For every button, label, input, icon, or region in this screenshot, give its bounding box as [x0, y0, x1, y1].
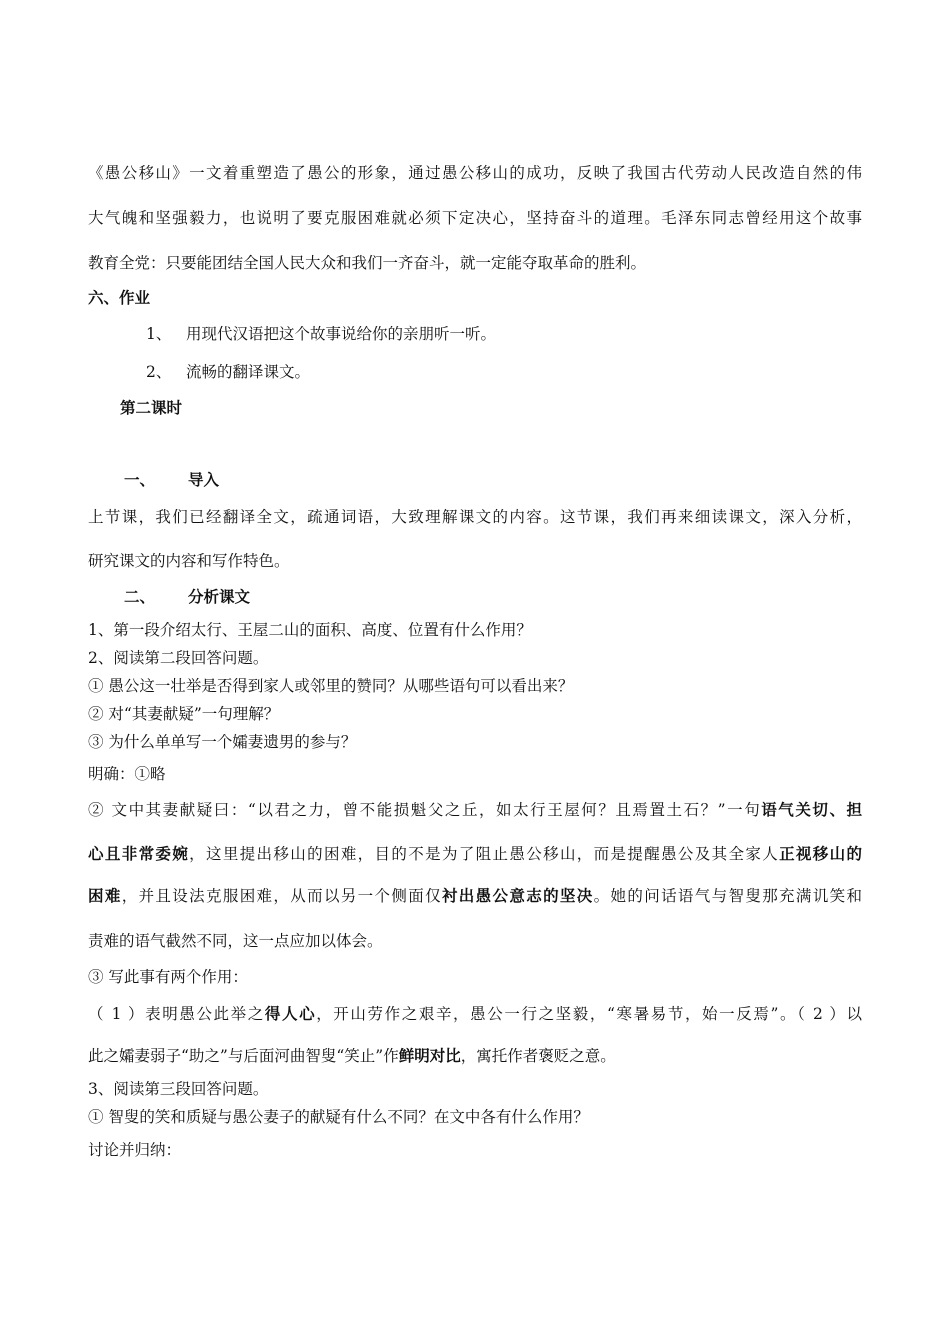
question-2: 2、阅读第二段回答问题。 [88, 649, 269, 667]
answer-3-line-1 [88, 1004, 862, 1024]
answer-3-emphasis: 鲜明对比 [398, 1047, 461, 1065]
answer-3-text: 此之孀妻弱子“助之”与后面河曲智叟“笑止”作 [88, 1047, 399, 1065]
answer-2-text: ② 文中其妻献疑曰：“以君之力，曾不能损魁父之丘，如太行王屋何？且焉置土石？”一句 [88, 801, 762, 819]
question-2a: ① 愚公这一壮举是否得到家人或邻里的赞同？从哪些语句可以看出来？ [88, 677, 574, 695]
intro-heading [124, 470, 219, 490]
homework-item-1 [146, 324, 496, 344]
lesson2-title: 第二课时 [120, 399, 183, 417]
question-3a: ① 智叟的笑和质疑与愚公妻子的献疑有什么不同？在文中各有什么作用？ [88, 1108, 589, 1126]
analysis-title: 分析课文 [188, 588, 251, 606]
answer-2-text: 。她的问话语气与智叟那充满讥笑和 [593, 887, 862, 905]
homework-item-2-text: 流畅的翻译课文。 [186, 363, 311, 381]
intro-num: 一、 [124, 471, 156, 489]
homework-item-1-num: 1、 [146, 325, 172, 343]
discussion-label: 讨论并归纳： [88, 1141, 182, 1159]
question-2c: ③ 为什么单单写一个孀妻遗男的参与？ [88, 733, 357, 751]
summary-line-1: 《愚公移山》一文着重塑造了愚公的形象，通过愚公移山的成功，反映了我国古代劳动人民改造自然的伟 [88, 164, 862, 182]
answer-2-emphasis: 心且非常委婉 [88, 845, 190, 863]
answer-3-text: （ 1 ）表明愚公此举之 [88, 1005, 265, 1023]
question-2b: ② 对“其妻献疑”一句理解？ [88, 705, 280, 723]
answer-2-line-1 [88, 800, 862, 820]
answer-2-emphasis: 语气关切、担 [761, 801, 862, 819]
answer-3-text: ，寓托作者褒贬之意。 [460, 1047, 616, 1065]
answer-2-line-2 [88, 844, 862, 864]
answer-2-text: ，并且设法克服困难，从而以另一个侧面仅 [121, 887, 442, 905]
intro-title: 导入 [188, 471, 220, 489]
answer-2-emphasis: 衬出愚公意志的坚决 [441, 887, 594, 905]
homework-item-2 [146, 362, 310, 382]
answer-3-text: ，开山劳作之艰辛，愚公一行之坚毅，“寒暑易节，始一反焉”。（ 2 ）以 [316, 1005, 862, 1023]
answer-2-text: ，这里提出移山的困难，目的不是为了阻止愚公移山，而是提醒愚公及其全家人 [189, 845, 780, 863]
answer-3-line-2 [88, 1046, 616, 1066]
answer-2-emphasis: 困难 [88, 887, 122, 905]
answer-2-line-3 [88, 886, 862, 906]
question-1: 1、第一段介绍太行、王屋二山的面积、高度、位置有什么作用？ [88, 621, 532, 639]
homework-item-2-num: 2、 [146, 363, 172, 381]
summary-line-3: 教育全党：只要能团结全国人民大众和我们一齐奋斗，就一定能夺取革命的胜利。 [88, 254, 647, 272]
answer-2-emphasis: 正视移山的 [779, 845, 862, 863]
answer-3-emphasis: 得人心 [264, 1005, 317, 1023]
intro-line-1: 上节课，我们已经翻译全文，疏通词语，大致理解课文的内容。这节课，我们再来细读课文，深入分析， [88, 508, 862, 526]
answer-2-line-4: 责难的语气截然不同，这一点应加以体会。 [88, 932, 383, 950]
answer-label: 明确：①略 [88, 765, 166, 783]
answer-3-intro: ③ 写此事有两个作用： [88, 968, 248, 986]
question-3: 3、阅读第三段回答问题。 [88, 1080, 269, 1098]
homework-heading: 六、作业 [88, 289, 151, 307]
analysis-heading [124, 587, 250, 607]
homework-item-1-text: 用现代汉语把这个故事说给你的亲朋听一听。 [186, 325, 497, 343]
summary-line-2: 大气魄和坚强毅力，也说明了要克服困难就必须下定决心，坚持奋斗的道理。毛泽东同志曾经用这个故事 [88, 209, 862, 227]
analysis-num: 二、 [124, 588, 156, 606]
intro-line-2: 研究课文的内容和写作特色。 [88, 552, 290, 570]
